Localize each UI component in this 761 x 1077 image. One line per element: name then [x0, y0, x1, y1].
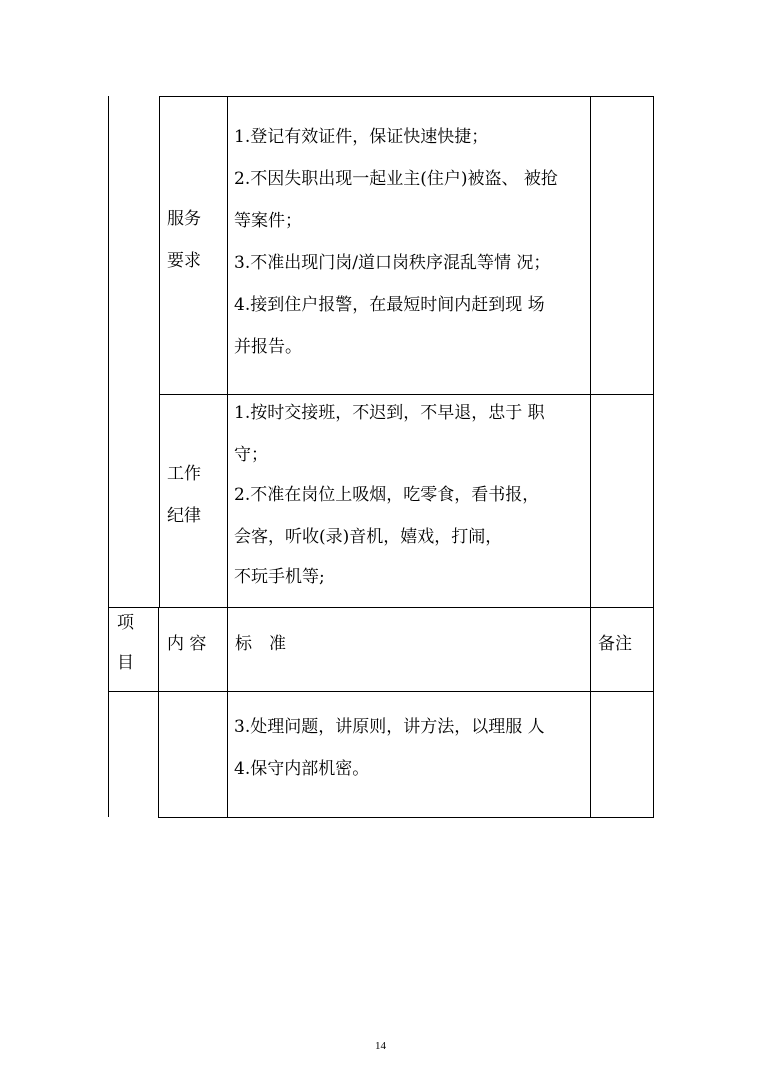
header-content-col-left: [158, 607, 159, 818]
page-number: 14: [375, 1040, 386, 1052]
continued-line-2: 4.保守内部机密。: [234, 759, 370, 779]
header-standard-col-left: [227, 607, 228, 818]
header-content: 内 容: [167, 634, 207, 654]
discipline-label-line-2: 纪律: [167, 506, 201, 526]
header-standard: 标 准: [235, 634, 286, 654]
service-line-2: 2.不因失职出现一起业主(住户)被盗、 被抢: [234, 169, 558, 189]
service-label-line-2: 要求: [167, 251, 201, 271]
service-line-4: 3.不准出现门岗/道口岗秩序混乱等情 况；: [234, 253, 551, 273]
header-item-col-left: [108, 607, 109, 692]
table-top-border: [159, 96, 654, 97]
continued-line-1: 3.处理问题，讲原则，讲方法，以理服 人: [234, 717, 545, 737]
discipline-line-2: 守；: [234, 445, 268, 465]
service-label-line-1: 服务: [167, 209, 201, 229]
service-line-6: 并报告。: [234, 337, 302, 357]
right-border: [653, 96, 654, 608]
outer-left-border: [108, 96, 109, 817]
service-line-1: 1.登记有效证件，保证快速快捷；: [234, 127, 489, 147]
discipline-line-1: 1.按时交接班，不迟到，不早退，忠于 职: [234, 403, 545, 423]
discipline-line-3: 2.不准在岗位上吸烟，吃零食，看书报，: [234, 485, 540, 505]
remark-col-left-border: [590, 96, 591, 608]
service-line-3: 等案件；: [234, 211, 302, 231]
header-bottom-border: [108, 691, 654, 692]
header-remark-col-left: [590, 607, 591, 818]
discipline-line-4: 会客，听收(录)音机，嬉戏，打闹，: [234, 527, 503, 547]
content-col-left-border: [159, 96, 160, 608]
standard-col-left-border: [227, 96, 228, 608]
header-top-border: [108, 607, 654, 608]
discipline-line-5: 不玩手机等;: [234, 567, 325, 587]
service-line-5: 4.接到住户报警，在最短时间内赶到现 场: [234, 295, 545, 315]
header-item-line-1: 项: [117, 613, 134, 633]
header-remark: 备注: [598, 634, 632, 654]
continued-bottom-border: [159, 817, 654, 818]
header-right-border: [653, 607, 654, 818]
header-item-line-2: 目: [117, 653, 134, 673]
discipline-label-line-1: 工作: [167, 464, 201, 484]
